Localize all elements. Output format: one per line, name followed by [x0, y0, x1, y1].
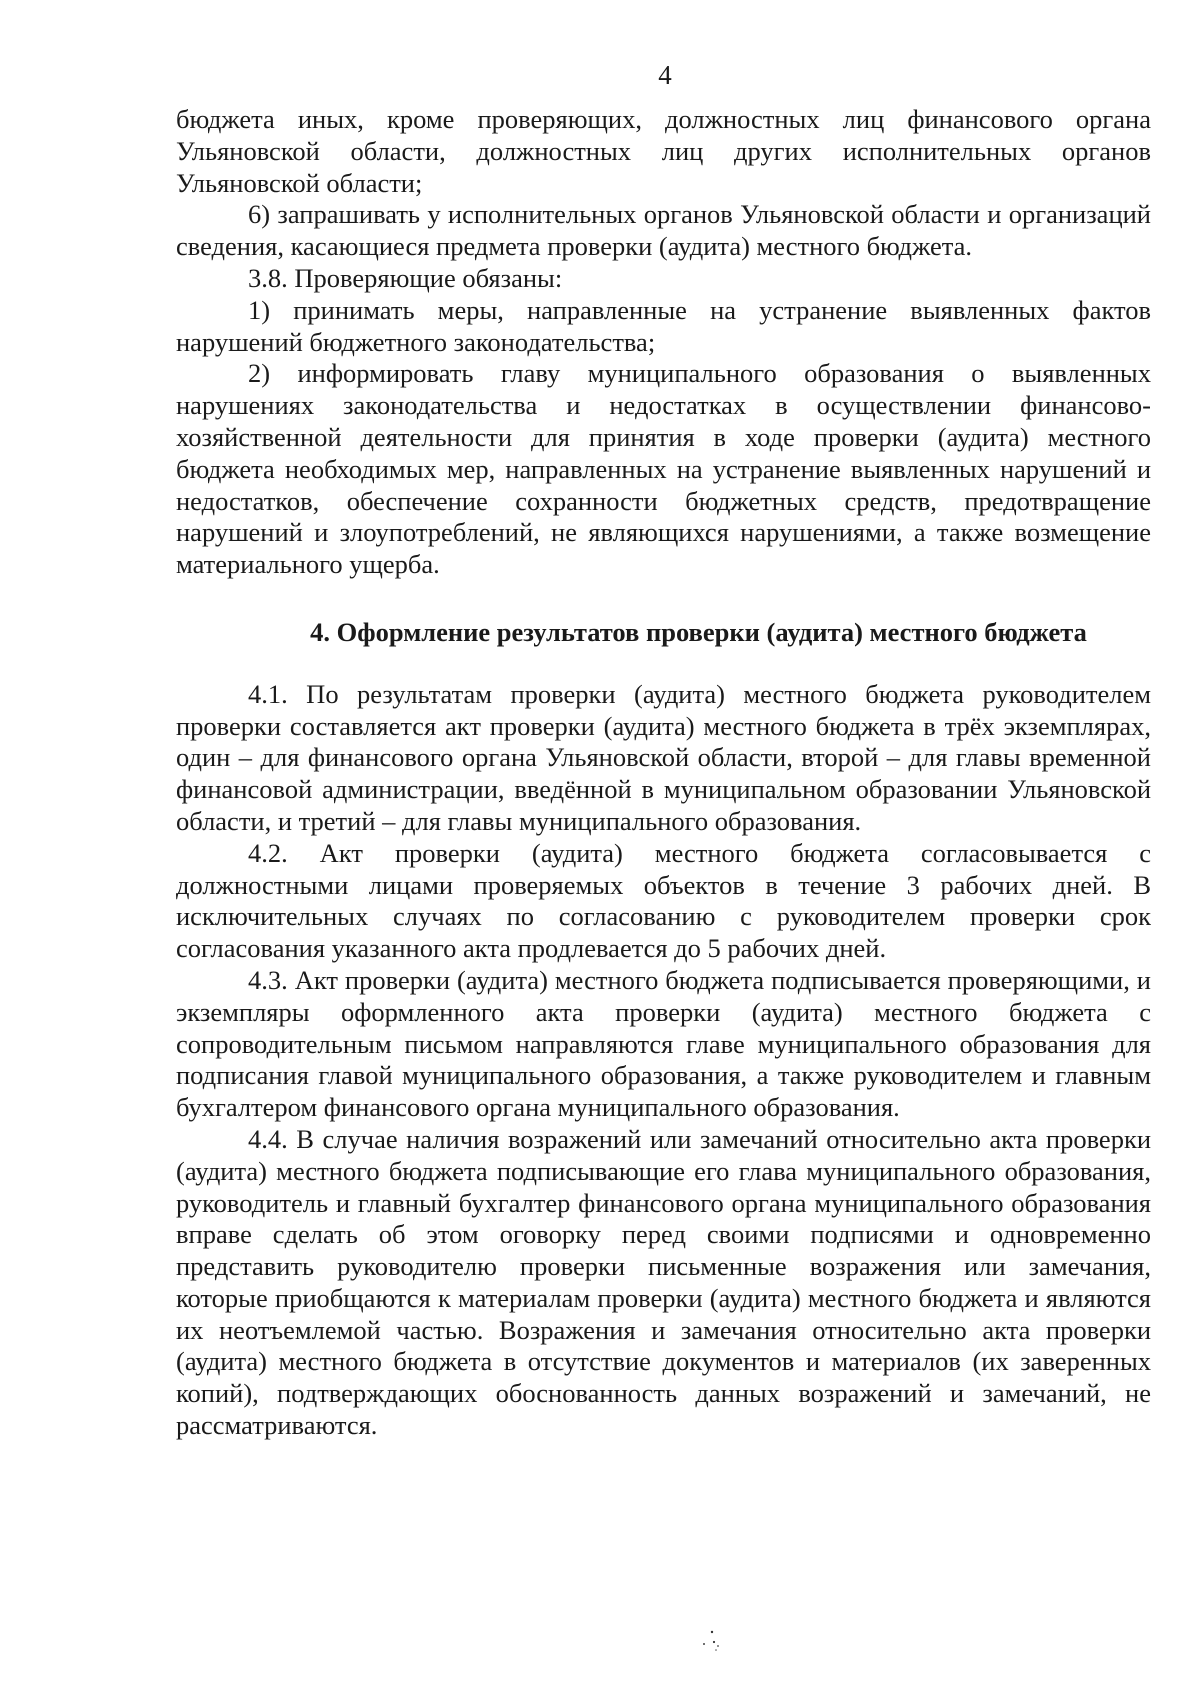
- section-heading: 4. Оформление результатов проверки (аудита) местного бюджета: [310, 616, 1087, 647]
- paragraph: 2) информировать главу муниципального образования о выявленных нарушениях законодательства и недостатках в осуществлении финансово-хозяйственной деятельности для принятия в ходе проверки (аудита) местного бюджета необходимых мер, направленных на устранение выявленных нарушений и недостатков, обеспечение сохранности бюджетных средств, предотвращение нарушений и злоупотреблений, не являющихся нарушениями, а также возмещение материального ущерба.: [176, 358, 1151, 580]
- paragraph: 4.4. В случае наличия возражений или замечаний относительно акта проверки (аудита) местного бюджета подписывающие его глава муниципального образования, руководитель и главный бухгалтер финансового органа муниципального образования вправе сделать об этом оговорку перед своими подписями и одновременно представить руководителю проверки письменные возражения или замечания, которые приобщаются к материалам проверки (аудита) местного бюджета и являются их неотъемлемой частью. Возражения и замечания относительно акта проверки (аудита) местного бюджета в отсутствие документов и материалов (их заверенных копий), подтверждающих обоснованность данных возражений и замечаний, не рассматриваются.: [176, 1123, 1151, 1441]
- paragraph: 4.1. По результатам проверки (аудита) местного бюджета руководителем проверки составляется акт проверки (аудита) местного бюджета в трёх экземплярах, один – для финансового органа Ульяновской области, второй – для главы временной финансовой администрации, введённой в муниципальном образовании Ульяновской области, и третий – для главы муниципального образования.: [176, 678, 1151, 836]
- page-number: 4: [658, 60, 672, 90]
- paragraph: 3.8. Проверяющие обязаны:: [248, 262, 563, 293]
- paragraph: 4.2. Акт проверки (аудита) местного бюджета согласовывается с должностными лицами проверяемых объектов в течение 3 рабочих дней. В исключительных случаях по согласованию с руководителем проверки срок согласования указанного акта продлевается до 5 рабочих дней.: [176, 837, 1151, 964]
- paragraph: 6) запрашивать у исполнительных органов Ульяновской области и организаций сведения, касающиеся предмета проверки (аудита) местного бюджета.: [176, 199, 1151, 262]
- scan-speckle-marks: [690, 1628, 730, 1658]
- document-body: [176, 104, 1151, 1442]
- paragraph: бюджета иных, кроме проверяющих, должностных лиц финансового органа Ульяновской области, должностных лиц других исполнительных органов Ульяновской области;: [176, 104, 1151, 198]
- paragraph: 1) принимать меры, направленные на устранение выявленных фактов нарушений бюджетного законодательства;: [176, 294, 1151, 357]
- paragraph: 4.3. Акт проверки (аудита) местного бюджета подписывается проверяющими, и экземпляры оформленного акта проверки (аудита) местного бюджета с сопроводительным письмом направляются главе муниципального образования для подписания главой муниципального образования, а также руководителем и главным бухгалтером финансового органа муниципального образования.: [176, 964, 1151, 1123]
